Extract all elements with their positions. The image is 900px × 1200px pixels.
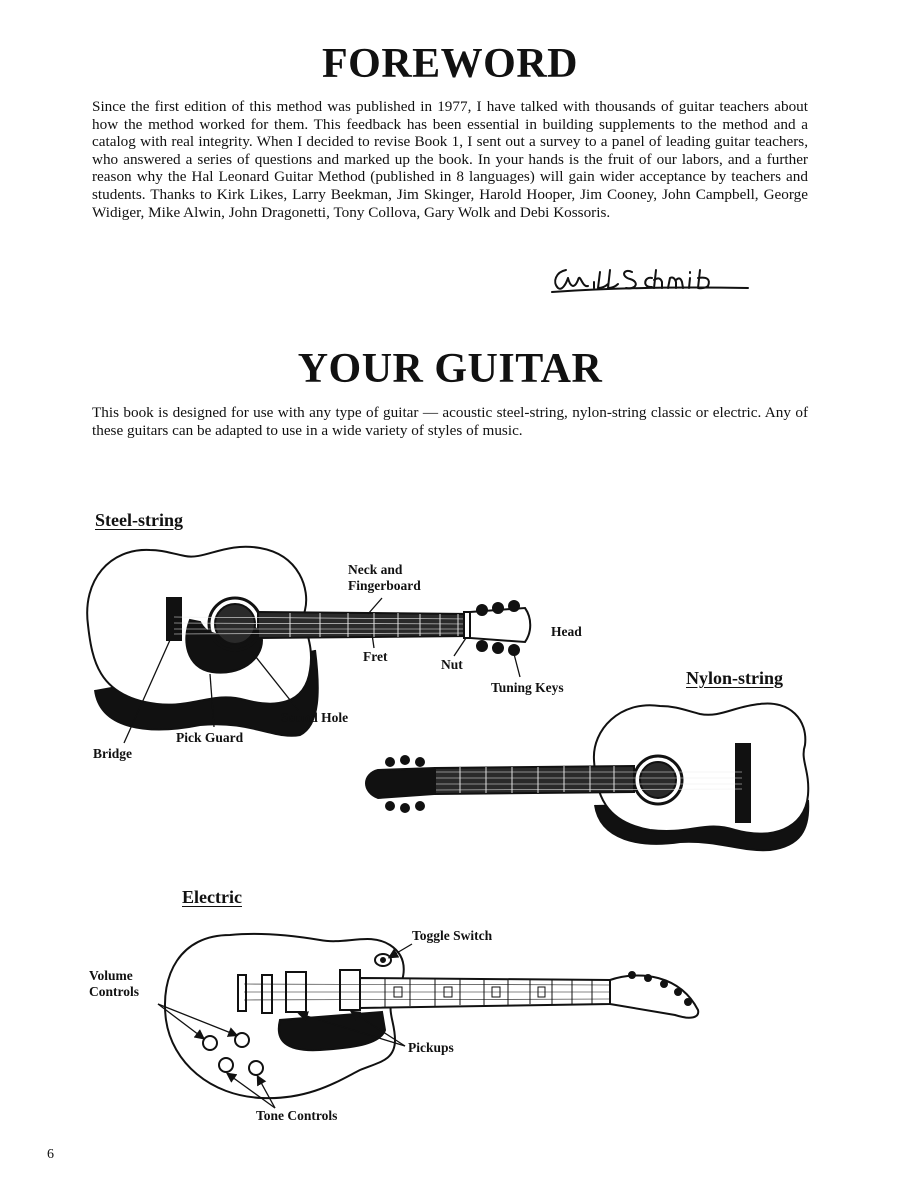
neck-fingerboard-label: Neck and Fingerboard xyxy=(348,562,421,593)
pickups-label: Pickups xyxy=(408,1040,454,1055)
foreword-paragraph: Since the first edition of this method was published in 1977, I have talked with thousands of guitar teachers about how the method worked for them. This feedback has been essential in building supplements to the method and a catalog with real integrity. When I decided to revise Book 1, I sent out a survey to a panel of leading guitar teachers, who answered a series of questions and marked up the book. In your hands is the fruit of our labors, and a further reason why the Hal Leonard Guitar Method (published in 8 languages) will gain wider acceptance by teachers and students. Thanks to Kirk Likes, Larry Beekman, Jim Skinger, Harold Hooper, Jim Cooney, John Campbell, George Widiger, Mike Alwin, John Dragonetti, Tony Collova, Gary Wolk and Debi Kossoris. xyxy=(92,98,808,221)
sound-hole-label: Sound Hole xyxy=(281,710,349,725)
fret-label: Fret xyxy=(363,649,388,664)
electric-heading: Electric xyxy=(182,887,242,907)
your-guitar-title: YOUR GUITAR xyxy=(297,346,603,392)
steel-string-heading: Steel-string xyxy=(95,510,183,530)
nylon-string-heading: Nylon-string xyxy=(686,668,784,688)
foreword-title: FOREWORD xyxy=(322,41,578,87)
pick-guard-label: Pick Guard xyxy=(176,730,244,745)
head-label: Head xyxy=(551,624,582,639)
electric-guitar xyxy=(165,934,698,1098)
nylon-string-guitar xyxy=(366,703,808,850)
bridge-label: Bridge xyxy=(93,746,132,761)
nut-label: Nut xyxy=(441,657,463,672)
tuning-keys-label: Tuning Keys xyxy=(491,680,564,695)
your-guitar-paragraph: This book is designed for use with any type of guitar — acoustic steel-string, nylon-string classic or electric. Any of these guitars can be adapted to use in a wide variety of styles of music. xyxy=(92,404,808,439)
page-number: 6 xyxy=(47,1147,54,1162)
volume-controls-label: Volume Controls xyxy=(89,968,140,999)
tone-controls-label: Tone Controls xyxy=(256,1108,338,1123)
toggle-switch-label: Toggle Switch xyxy=(412,928,493,943)
